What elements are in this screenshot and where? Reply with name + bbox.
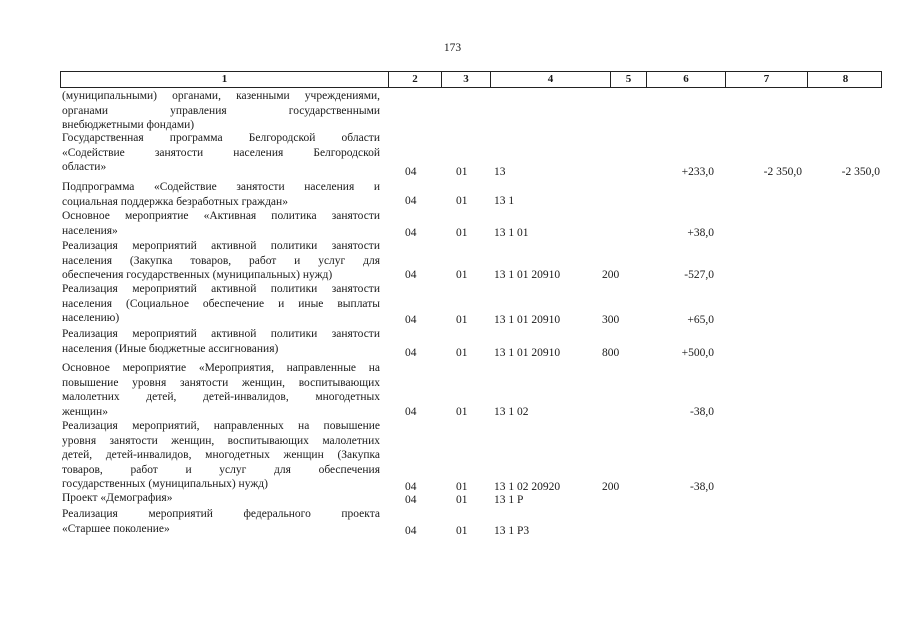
cell-c2: 04 bbox=[405, 314, 417, 326]
header-col-5: 5 bbox=[610, 72, 646, 87]
cell-c6: +38,0 bbox=[687, 227, 714, 239]
cell-c4: 13 bbox=[494, 166, 506, 178]
cell-c2: 04 bbox=[405, 269, 417, 281]
cell-c4: 13 1 02 20920 bbox=[494, 481, 561, 493]
cell-c3: 01 bbox=[456, 314, 468, 326]
row-description bbox=[62, 282, 380, 326]
cell-c4: 13 1 bbox=[494, 195, 515, 207]
cell-c2: 04 bbox=[405, 406, 417, 418]
cell-c4: 13 1 01 20910 bbox=[494, 347, 561, 359]
description-line: внебюджетными фондами) bbox=[62, 119, 195, 132]
cell-c6: +500,0 bbox=[681, 347, 714, 359]
cell-c7: -2 350,0 bbox=[763, 166, 802, 178]
description-line: малолетних детей, детей-инвалидов, многодетных bbox=[62, 391, 380, 404]
description-line: Реализация мероприятий активной политики занятости bbox=[62, 328, 380, 340]
description-line: детей, детей-инвалидов, многодетных женщин (Закупка bbox=[62, 449, 380, 462]
cell-c2: 04 bbox=[405, 494, 417, 506]
cell-c4: 13 1 01 20910 bbox=[494, 314, 561, 326]
description-line: уровня занятости женщин, воспитывающих малолетних bbox=[62, 434, 380, 447]
description-line: женщин» bbox=[62, 405, 108, 418]
description-line: Основное мероприятие «Активная политика занятости bbox=[62, 210, 380, 222]
header-col-3: 3 bbox=[441, 72, 490, 87]
cell-c4: 13 1 01 bbox=[494, 227, 529, 239]
description-line: населения» bbox=[62, 224, 118, 237]
cell-c4: 13 1 P bbox=[494, 494, 524, 506]
description-line: Подпрограмма «Содействие занятости населения и bbox=[62, 181, 380, 193]
row-description bbox=[62, 419, 380, 492]
description-line: Государственная программа Белгородской области bbox=[62, 132, 380, 144]
header-col-2: 2 bbox=[388, 72, 441, 87]
header-col-6: 6 bbox=[646, 72, 725, 87]
cell-c5: 200 bbox=[602, 269, 620, 281]
description-line: повышение уровня занятости женщин, воспитывающих bbox=[62, 376, 380, 389]
row-description bbox=[62, 180, 380, 209]
cell-c2: 04 bbox=[405, 481, 417, 493]
cell-c3: 01 bbox=[456, 347, 468, 359]
description-line: «Старшее поколение» bbox=[62, 522, 170, 535]
cell-c2: 04 bbox=[405, 166, 417, 178]
cell-c2: 04 bbox=[405, 227, 417, 239]
cell-c4: 13 1 01 20910 bbox=[494, 269, 561, 281]
cell-c3: 01 bbox=[456, 227, 468, 239]
row-description bbox=[62, 361, 380, 419]
cell-c3: 01 bbox=[456, 406, 468, 418]
row-description bbox=[62, 209, 380, 238]
description-line: населения (Социальное обеспечение и иные выплаты bbox=[62, 297, 380, 310]
header-col-7: 7 bbox=[725, 72, 807, 87]
cell-c5: 300 bbox=[602, 314, 620, 326]
description-line: (муниципальными) органами, казенными учреждениями, bbox=[62, 90, 380, 102]
cell-c3: 01 bbox=[456, 269, 468, 281]
description-line: социальная поддержка безработных граждан» bbox=[62, 195, 288, 208]
cell-c6: -38,0 bbox=[690, 481, 714, 493]
cell-c2: 04 bbox=[405, 525, 417, 537]
description-line: органами управления государственными bbox=[62, 104, 380, 117]
description-line: Реализация мероприятий активной политики занятости bbox=[62, 240, 380, 252]
cell-c2: 04 bbox=[405, 195, 417, 207]
description-line: товаров, работ и услуг для обеспечения bbox=[62, 463, 380, 476]
cell-c6: +233,0 bbox=[681, 166, 714, 178]
row-description bbox=[62, 491, 380, 506]
description-line: обеспечения государственных (муниципальных) нужд) bbox=[62, 269, 333, 282]
description-line: области» bbox=[62, 161, 107, 174]
cell-c6: -527,0 bbox=[684, 269, 714, 281]
cell-c4: 13 1 02 bbox=[494, 406, 529, 418]
cell-c4: 13 1 P3 bbox=[494, 525, 530, 537]
page-number: 173 bbox=[443, 42, 462, 54]
description-line: Реализация мероприятий федерального проекта bbox=[62, 508, 380, 520]
cell-c5: 200 bbox=[602, 481, 620, 493]
cell-c6: +65,0 bbox=[687, 314, 714, 326]
description-line: населению) bbox=[62, 312, 120, 325]
header-col-4: 4 bbox=[490, 72, 610, 87]
row-description bbox=[62, 131, 380, 175]
cell-c3: 01 bbox=[456, 525, 468, 537]
row-description bbox=[62, 239, 380, 283]
cell-c6: -38,0 bbox=[690, 406, 714, 418]
header-col-8: 8 bbox=[807, 72, 883, 87]
description-line: населения (Закупка товаров, работ и услуг для bbox=[62, 254, 380, 267]
cell-c3: 01 bbox=[456, 494, 468, 506]
row-description bbox=[62, 327, 380, 356]
cell-c8: -2 350,0 bbox=[841, 166, 880, 178]
description-line: Реализация мероприятий, направленных на повышение bbox=[62, 420, 380, 432]
cell-c5: 800 bbox=[602, 347, 620, 359]
row-description bbox=[62, 507, 380, 536]
header-col-1: 1 bbox=[221, 73, 228, 85]
table-header bbox=[60, 71, 882, 88]
cell-c3: 01 bbox=[456, 195, 468, 207]
cell-c3: 01 bbox=[456, 166, 468, 178]
row-description bbox=[62, 89, 380, 133]
description-line: «Содействие занятости населения Белгородской bbox=[62, 146, 380, 159]
cell-c3: 01 bbox=[456, 481, 468, 493]
description-line: Основное мероприятие «Мероприятия, направленные на bbox=[62, 362, 380, 374]
description-line: государственных (муниципальных) нужд) bbox=[62, 478, 268, 491]
description-line: населения (Иные бюджетные ассигнования) bbox=[62, 342, 279, 355]
description-line: Проект «Демография» bbox=[62, 492, 173, 504]
description-line: Реализация мероприятий активной политики занятости bbox=[62, 283, 380, 295]
cell-c2: 04 bbox=[405, 347, 417, 359]
